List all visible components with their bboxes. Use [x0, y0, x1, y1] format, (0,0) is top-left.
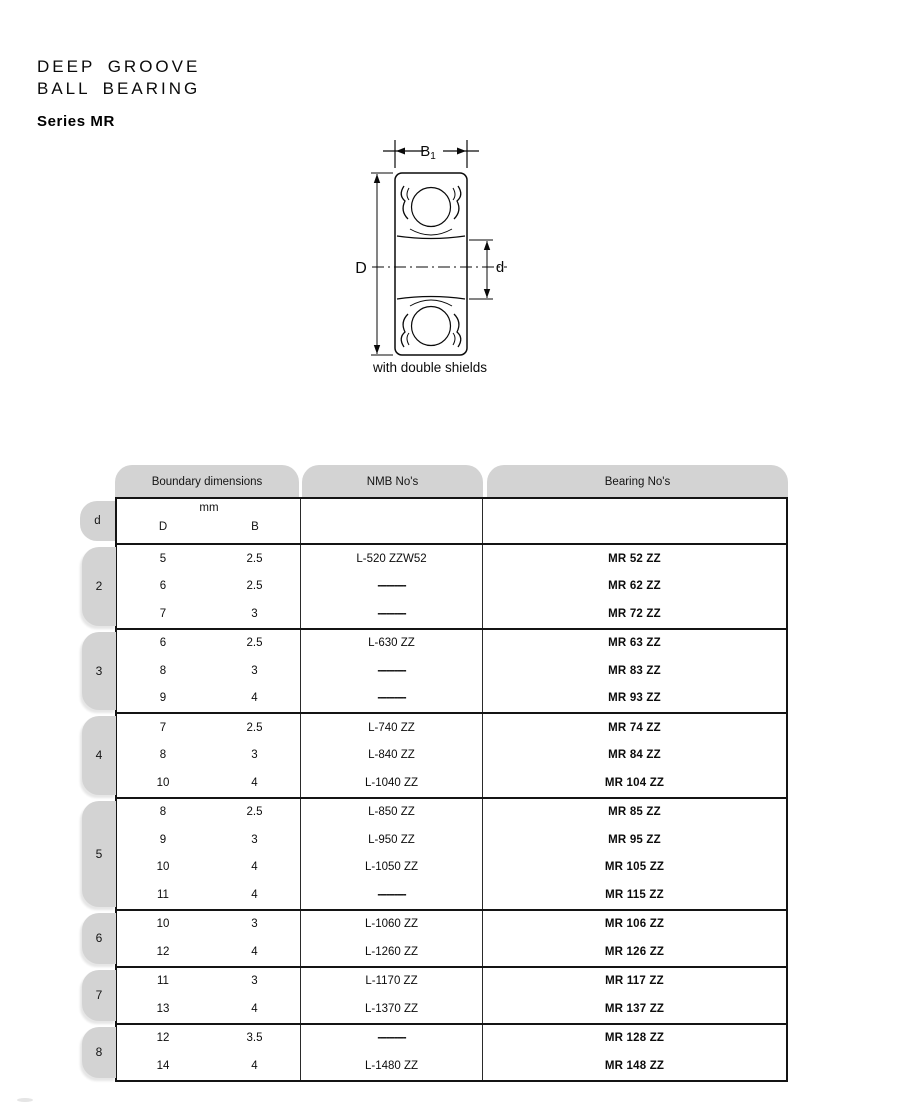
table-row	[117, 714, 786, 742]
table-row	[117, 685, 786, 713]
table-row	[117, 1025, 786, 1053]
cell-value: 8	[159, 806, 167, 819]
bore-group	[95, 714, 786, 799]
cell-outer-D	[117, 881, 209, 909]
cell-bearing-no	[483, 826, 786, 854]
bearing-diagram	[338, 131, 522, 363]
scan-artifact	[17, 1098, 33, 1102]
cell-nmb-no	[301, 881, 483, 909]
table-row	[117, 911, 786, 939]
cell-nmb-no	[301, 742, 483, 770]
cell-width-B	[209, 769, 301, 797]
subheader-d-tab: d	[80, 501, 115, 541]
series-label: Series MR	[37, 113, 115, 130]
cell-value: 3	[251, 975, 258, 988]
cell-value: MR 148 ZZ	[604, 1059, 665, 1072]
cell-value: 6	[159, 580, 167, 593]
cell-bearing-no	[483, 799, 786, 827]
cell-value: ----------	[377, 580, 406, 593]
table-subheader	[117, 499, 786, 545]
table-row	[117, 600, 786, 628]
cell-value: 4	[251, 1059, 258, 1072]
cell-value: 4	[251, 945, 258, 958]
cell-value: 10	[156, 861, 170, 874]
cell-nmb-no	[301, 685, 483, 713]
cell-value: 4	[251, 888, 258, 901]
cell-outer-D	[117, 742, 209, 770]
table-row	[117, 630, 786, 658]
cell-bearing-no	[483, 881, 786, 909]
cell-outer-D	[117, 769, 209, 797]
cell-value: L-840 ZZ	[368, 749, 415, 762]
cell-value: 3.5	[246, 1032, 263, 1045]
cell-value: L-520 ZZW52	[356, 552, 427, 565]
cell-nmb-no	[301, 545, 483, 573]
cell-value: 7	[159, 721, 167, 734]
bore-group-tab: 8	[82, 1027, 116, 1078]
cell-value: L-740 ZZ	[368, 721, 415, 734]
cell-nmb-no	[301, 995, 483, 1023]
cell-outer-D	[117, 911, 209, 939]
cell-nmb-no	[301, 630, 483, 658]
cell-width-B	[209, 968, 301, 996]
bore-group-tab: 7	[82, 970, 116, 1021]
cell-value: 10	[156, 776, 170, 789]
cell-value: L-1040 ZZ	[364, 776, 419, 789]
cell-value: ----------	[377, 607, 406, 620]
cell-value: ----------	[377, 888, 406, 901]
cell-nmb-no	[301, 968, 483, 996]
cell-value: 5	[159, 552, 167, 565]
table-row	[117, 573, 786, 601]
cell-nmb-no	[301, 938, 483, 966]
column-header-bearing-nos: Bearing No's	[487, 465, 788, 497]
table-row	[117, 657, 786, 685]
table-row	[117, 742, 786, 770]
cell-bearing-no	[483, 995, 786, 1023]
bore-group	[95, 630, 786, 715]
cell-width-B	[209, 742, 301, 770]
cell-value: ----------	[377, 1032, 406, 1045]
cell-value: 9	[159, 692, 167, 705]
cell-nmb-no	[301, 911, 483, 939]
cell-bearing-no	[483, 1052, 786, 1080]
cell-value: MR 85 ZZ	[608, 806, 661, 819]
cell-width-B	[209, 630, 301, 658]
cell-value: MR 62 ZZ	[608, 580, 661, 593]
page-title-line1: DEEP GROOVE	[37, 57, 201, 76]
cell-bearing-no	[483, 600, 786, 628]
cell-outer-D	[117, 968, 209, 996]
cell-width-B	[209, 573, 301, 601]
cell-value: MR 72 ZZ	[608, 607, 661, 620]
cell-bearing-no	[483, 714, 786, 742]
cell-bearing-no	[483, 968, 786, 996]
subheader-dims-cell	[117, 499, 301, 543]
cell-width-B	[209, 799, 301, 827]
cell-value: 13	[156, 1002, 170, 1015]
cell-value: 10	[156, 918, 170, 931]
cell-value: 3	[251, 664, 258, 677]
cell-bearing-no	[483, 911, 786, 939]
col-label-B: B	[251, 521, 259, 533]
dimension-arrows	[374, 148, 490, 355]
cell-value: MR 52 ZZ	[608, 552, 661, 565]
bore-group-tab: 5	[82, 801, 116, 907]
cell-width-B	[209, 881, 301, 909]
cell-value: 3	[251, 607, 258, 620]
cell-bearing-no	[483, 545, 786, 573]
cell-value: ----------	[377, 664, 406, 677]
cell-outer-D	[117, 854, 209, 882]
cell-value: L-850 ZZ	[368, 806, 415, 819]
cell-bearing-no	[483, 630, 786, 658]
cell-width-B	[209, 938, 301, 966]
cell-outer-D	[117, 573, 209, 601]
subheader-bearing-cell	[483, 499, 786, 543]
cell-value: 11	[157, 975, 169, 988]
cell-nmb-no	[301, 1052, 483, 1080]
cell-outer-D	[117, 545, 209, 573]
cell-value: L-1370 ZZ	[364, 1002, 419, 1015]
dim-label-D: D	[355, 260, 367, 277]
cell-value: L-630 ZZ	[368, 637, 415, 650]
cell-bearing-no	[483, 742, 786, 770]
cell-nmb-no	[301, 600, 483, 628]
cell-value: L-1170 ZZ	[365, 975, 418, 988]
cell-value: 3	[251, 918, 258, 931]
bore-group-tab: 3	[82, 632, 116, 711]
bore-group	[95, 545, 786, 630]
unit-label: mm	[199, 502, 219, 514]
table-row	[117, 881, 786, 909]
cell-value: MR 115 ZZ	[605, 888, 664, 901]
table-row	[117, 995, 786, 1023]
table-row	[117, 826, 786, 854]
cell-value: L-1060 ZZ	[364, 918, 419, 931]
cell-value: 11	[157, 888, 169, 901]
cell-value: 2.5	[246, 637, 263, 650]
table-row	[117, 769, 786, 797]
cell-bearing-no	[483, 769, 786, 797]
cell-value: MR 83 ZZ	[608, 664, 661, 677]
cell-bearing-no	[483, 1025, 786, 1053]
cell-outer-D	[117, 1025, 209, 1053]
cell-width-B	[209, 657, 301, 685]
cell-value: 7	[159, 607, 167, 620]
bore-group	[95, 799, 786, 911]
table-groups	[95, 545, 786, 1080]
cell-value: 4	[251, 1002, 258, 1015]
cell-bearing-no	[483, 685, 786, 713]
cell-value: L-1480 ZZ	[364, 1059, 419, 1072]
cell-outer-D	[117, 995, 209, 1023]
bore-group	[95, 1025, 786, 1080]
cell-value: 2.5	[246, 580, 263, 593]
table-row	[117, 968, 786, 996]
cell-value: 9	[159, 833, 167, 846]
cell-value: 12	[156, 1032, 170, 1045]
cell-value: 4	[251, 776, 258, 789]
cell-width-B	[209, 600, 301, 628]
cell-value: 12	[156, 945, 170, 958]
bore-group-tab: 2	[82, 547, 116, 626]
cell-outer-D	[117, 799, 209, 827]
cell-value: MR 128 ZZ	[604, 1032, 665, 1045]
bore-group-tab: 6	[82, 913, 116, 964]
table-row	[117, 938, 786, 966]
table-row	[117, 799, 786, 827]
cell-value: 4	[251, 692, 258, 705]
cell-value: 4	[251, 861, 258, 874]
table-body	[95, 497, 788, 1082]
cell-outer-D	[117, 685, 209, 713]
cell-value: MR 104 ZZ	[604, 776, 665, 789]
cell-width-B	[209, 685, 301, 713]
column-header-nmb-nos: NMB No's	[302, 465, 483, 497]
cell-outer-D	[117, 1052, 209, 1080]
cell-value: MR 117 ZZ	[605, 975, 664, 988]
cell-value: 8	[159, 749, 167, 762]
cell-nmb-no	[301, 769, 483, 797]
cell-nmb-no	[301, 657, 483, 685]
cell-width-B	[209, 854, 301, 882]
cell-nmb-no	[301, 1025, 483, 1053]
cell-outer-D	[117, 657, 209, 685]
table-row	[117, 854, 786, 882]
cell-nmb-no	[301, 573, 483, 601]
bore-group	[95, 911, 786, 968]
dim-label-B1: $B_1$	[420, 143, 436, 162]
column-header-boundary-dimensions: Boundary dimensions	[115, 465, 299, 497]
bore-group	[95, 968, 786, 1025]
cell-value: 3	[251, 833, 258, 846]
cell-nmb-no	[301, 714, 483, 742]
cell-outer-D	[117, 826, 209, 854]
cell-width-B	[209, 545, 301, 573]
cell-value: MR 126 ZZ	[604, 945, 665, 958]
cell-value: 6	[159, 637, 167, 650]
cell-width-B	[209, 911, 301, 939]
cell-bearing-no	[483, 573, 786, 601]
page-title-line2: BALL BEARING	[37, 79, 201, 98]
diagram-caption: with double shields	[372, 360, 488, 375]
cell-outer-D	[117, 630, 209, 658]
cell-width-B	[209, 1052, 301, 1080]
cell-value: MR 63 ZZ	[608, 637, 661, 650]
cell-value: 3	[251, 749, 258, 762]
cell-value: L-950 ZZ	[368, 833, 415, 846]
cell-nmb-no	[301, 854, 483, 882]
cell-width-B	[209, 1025, 301, 1053]
cell-value: L-1050 ZZ	[364, 861, 419, 874]
cell-outer-D	[117, 714, 209, 742]
cell-outer-D	[117, 600, 209, 628]
cell-width-B	[209, 826, 301, 854]
cell-value: 8	[159, 664, 167, 677]
cell-value: MR 84 ZZ	[608, 749, 661, 762]
cell-value: MR 95 ZZ	[608, 833, 661, 846]
cell-value: 2.5	[246, 552, 263, 565]
table-row	[117, 1052, 786, 1080]
cell-bearing-no	[483, 938, 786, 966]
subheader-nmb-cell	[301, 499, 483, 543]
cell-value: 14	[156, 1059, 170, 1072]
dim-label-d: d	[495, 259, 505, 276]
cell-width-B	[209, 995, 301, 1023]
title-block	[37, 56, 200, 130]
cell-value: 2.5	[246, 721, 263, 734]
cell-value: MR 105 ZZ	[604, 861, 665, 874]
cell-nmb-no	[301, 799, 483, 827]
table-row	[117, 545, 786, 573]
cell-value: 2.5	[246, 806, 263, 819]
bore-group-tab: 4	[82, 716, 116, 795]
cell-value: MR 137 ZZ	[604, 1002, 665, 1015]
cell-nmb-no	[301, 826, 483, 854]
cell-outer-D	[117, 938, 209, 966]
cell-value: L-1260 ZZ	[364, 945, 419, 958]
cell-value: MR 93 ZZ	[608, 692, 661, 705]
cell-value: ----------	[377, 692, 406, 705]
col-label-D: D	[158, 521, 168, 533]
cell-width-B	[209, 714, 301, 742]
cell-bearing-no	[483, 657, 786, 685]
cell-value: MR 74 ZZ	[608, 721, 661, 734]
cell-value: MR 106 ZZ	[604, 918, 665, 931]
cell-bearing-no	[483, 854, 786, 882]
